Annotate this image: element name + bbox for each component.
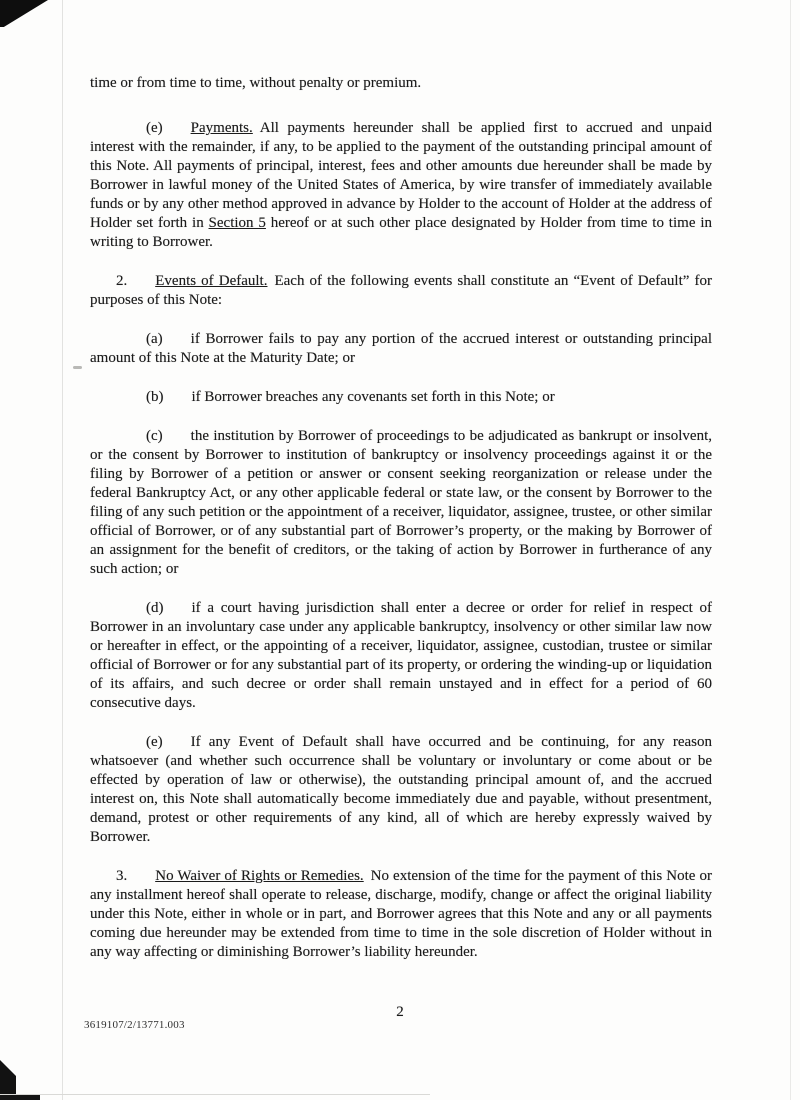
- tab-space: [164, 388, 192, 407]
- paragraph-text: if Borrower fails to pay any portion of the accrued interest or outstanding principal amount of this Note at the Maturity Date; or: [90, 331, 712, 366]
- paragraph-label: (b): [146, 389, 164, 405]
- tab-space: [163, 733, 191, 752]
- paragraph-label: (c): [146, 428, 163, 444]
- paragraph-2: [90, 272, 712, 310]
- paragraph-d: [90, 599, 712, 713]
- paragraph-3: [90, 867, 712, 962]
- paragraph-heading: No Waiver of Rights or Remedies.: [155, 868, 364, 884]
- paragraph-heading: Payments.: [190, 120, 253, 136]
- tab-space: [163, 119, 191, 138]
- document-text: [90, 74, 712, 982]
- tab-space: [163, 427, 191, 446]
- paragraph-label: (e): [146, 734, 163, 750]
- paragraph-label: (e): [146, 120, 163, 136]
- document-reference: 3619107/2/13771.003: [84, 1019, 185, 1031]
- tab-space: [127, 272, 155, 291]
- paragraph-heading: Events of Default.: [155, 273, 268, 289]
- continuation-line: time or from time to time, without penalty or premium.: [90, 75, 422, 91]
- paragraph-b: [90, 388, 712, 407]
- paragraph-a: [90, 330, 712, 368]
- paragraph-text: All payments hereunder shall be applied first to accrued and unpaid interest with the remainder, if any, to be applied to the payment of the outstanding principal amount of this Note. All payments of principal, interest, fees and other amounts due hereunder shall be made by Borrower in lawful money of the United States of America, by wire transfer of immediately available funds or by any other method approved in advance by Holder to the account of Holder at the address of Holder set forth in: [90, 120, 712, 231]
- paragraph-c: [90, 427, 712, 579]
- paper-edge-right: [790, 0, 791, 1100]
- paragraph-label: 3.: [116, 868, 128, 884]
- paragraph-text: hereof or at such other place designated by Holder from time to time in writing to Borrower.: [90, 215, 712, 250]
- page-number: 2: [396, 1004, 404, 1020]
- paragraphs: [90, 119, 712, 962]
- paragraph-label: (d): [146, 600, 164, 616]
- scan-artifact-top-left: [0, 0, 48, 27]
- tab-space: [127, 867, 155, 886]
- paper-edge-bottom: [0, 1094, 430, 1095]
- paragraph-e: [90, 119, 712, 252]
- underlined-text: Section 5: [208, 215, 266, 231]
- paragraph-label: 2.: [116, 273, 128, 289]
- paragraph-e: [90, 733, 712, 847]
- tab-space: [164, 599, 192, 618]
- scan-speck: [73, 366, 82, 369]
- paragraph-text: If any Event of Default shall have occurred and be continuing, for any reason whatsoever (and whether such occurrence shall be voluntary or involuntary or come about or be effected by operation of law or otherwise), the outstanding principal amount of, and the accrued interest on, this Note shall automatically become immediately due and payable, without presentment, demand, protest or other requirements of any kind, all of which are hereby expressly waived by Borrower.: [90, 734, 712, 845]
- paragraph-text: if a court having jurisdiction shall enter a decree or order for relief in respect of Borrower in an involuntary case under any applicable bankruptcy, insolvency or other similar law now or hereafter in effect, or the appointing of a receiver, liquidator, assignee, custodian, trustee or similar official of Borrower or for any substantial part of its property, or ordering the winding-up or liquidation of its affairs, and such decree or order shall remain unstayed and in effect for a period of 60 consecutive days.: [90, 600, 712, 711]
- paragraph-text: the institution by Borrower of proceedings to be adjudicated as bankrupt or insolvent, or the consent by Borrower to institution of bankruptcy or insolvency proceedings against it or the filing by Borrower of a petition or answer or consent seeking reorganization or release under the federal Bankruptcy Act, or any other applicable federal or state law, or the consent by Borrower to the filing of any such petition or the appointment of a receiver, liquidator, assignee, trustee, or other similar official of Borrower, or of any substantial part of Borrower’s property, or the making by Borrower of an assignment for the benefit of creditors, or the taking of action by Borrower in furtherance of any such action; or: [90, 428, 712, 577]
- paragraph-text: if Borrower breaches any covenants set forth in this Note; or: [191, 389, 555, 405]
- paragraph-text: No extension of the time for the payment of this Note or any installment hereof shall operate to release, discharge, modify, change or affect the original liability under this Note, either in whole or in part, and Borrower agrees that this Note and any or all payments coming due hereunder may be extended from time to time in the sole discretion of Holder without in any way affecting or diminishing Borrower’s liability hereunder.: [90, 868, 712, 960]
- tab-space: [163, 330, 191, 349]
- paragraph-label: (a): [146, 331, 163, 347]
- paper-edge-left: [62, 0, 63, 1100]
- paragraph-text: Each of the following events shall constitute an “Event of Default” for purposes of this Note:: [90, 273, 712, 308]
